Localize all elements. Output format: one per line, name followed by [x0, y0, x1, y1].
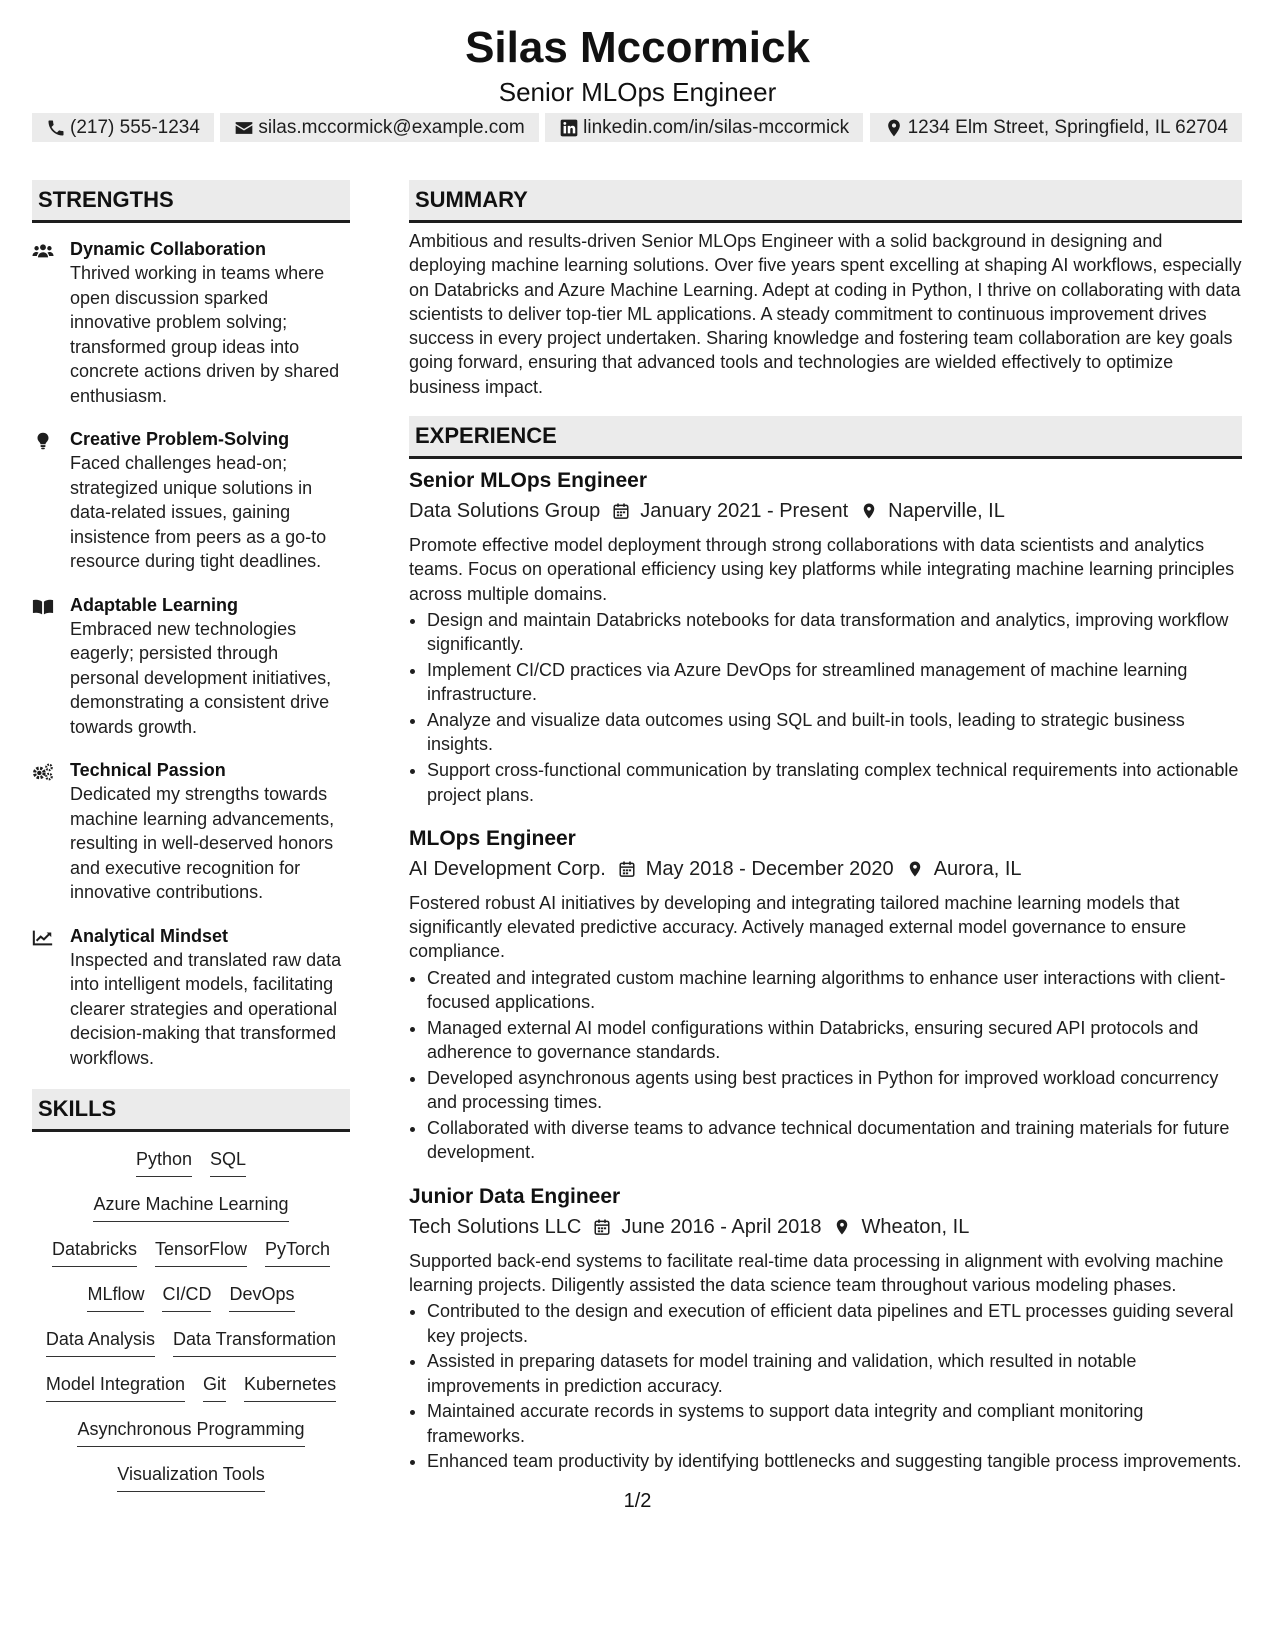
strength-desc: Dedicated my strengths towards machine learning advancements, resulting in well-deserved honors and executive recognition for innovative contributions. — [70, 784, 335, 902]
job-location: Naperville, IL — [888, 500, 1005, 523]
skill-tag: Model Integration — [46, 1373, 185, 1402]
strength-item — [32, 758, 350, 905]
skill-tag: Kubernetes — [244, 1373, 336, 1402]
strength-title: Technical Passion — [70, 760, 226, 780]
job-title: Senior MLOps Engineer — [409, 469, 648, 493]
contact-linkedin[interactable] — [545, 113, 863, 142]
skill-tag: Databricks — [52, 1238, 137, 1267]
job-bullet: • Collaborated with diverse teams to advance technical documentation and training materials for future development. — [427, 1116, 1242, 1165]
skills-list — [32, 1148, 350, 1508]
job-bullet: • Support cross-functional communication by translating complex technical requirements into actionable project plans. — [427, 758, 1242, 807]
job-bullet: • Assisted in preparing datasets for model training and validation, which resulted in notable improvements in prediction accuracy. — [427, 1349, 1242, 1398]
skills-row — [32, 1328, 350, 1373]
skills-row — [32, 1193, 350, 1238]
left-column — [32, 180, 350, 1508]
job-bullet: • Developed asynchronous agents using best practices in Python for improved workload concurrency and processing times. — [427, 1066, 1242, 1115]
job-meta — [409, 497, 1242, 525]
book-icon — [32, 597, 54, 617]
calendar-icon — [618, 860, 636, 878]
skill-tag: SQL — [210, 1148, 246, 1177]
strength-title: Analytical Mindset — [70, 925, 229, 946]
strength-title: Dynamic Collaboration — [70, 239, 267, 259]
skill-tag: Python — [136, 1148, 192, 1177]
job-company: Data Solutions Group — [409, 500, 601, 523]
strengths-heading: STRENGTHS — [32, 180, 350, 223]
candidate-title: Senior MLOps Engineer — [498, 77, 777, 107]
strength-title: Adaptable Learning — [70, 594, 239, 615]
job-company: AI Development Corp. — [409, 857, 606, 880]
job-company: Tech Solutions LLC — [409, 1215, 582, 1238]
gears-icon — [32, 762, 54, 782]
skill-tag: Asynchronous Programming — [77, 1418, 304, 1447]
location-icon — [884, 118, 904, 138]
job-bullet: • Analyze and visualize data outcomes using SQL and built-in tools, leading to strategic business insights. — [427, 708, 1242, 757]
linkedin-icon — [559, 118, 579, 138]
job-entry — [409, 825, 1242, 1165]
phone-icon — [46, 118, 66, 138]
job-meta — [409, 855, 1242, 883]
contact-address — [870, 113, 1242, 142]
skill-tag: PyTorch — [265, 1238, 330, 1267]
strengths-list — [32, 237, 350, 1070]
skills-heading: SKILLS — [32, 1089, 350, 1132]
page-number: 1/2 — [623, 1490, 652, 1512]
job-bullets — [409, 1299, 1242, 1474]
job-bullet: • Enhanced team productivity by identifying bottlenecks and suggesting tangible process improvements. — [427, 1449, 1242, 1473]
job-entry — [409, 1183, 1242, 1474]
summary-heading: SUMMARY — [409, 180, 1242, 223]
strength-desc: Embraced new technologies eagerly; persisted through personal development initiatives, demonstrating a consistent drive towards growth. — [70, 618, 332, 737]
right-column — [409, 180, 1242, 1492]
skills-row — [32, 1238, 350, 1283]
skills-row — [32, 1373, 350, 1418]
contact-linkedin-text[interactable]: linkedin.com/in/silas-mccormick — [583, 116, 850, 138]
skill-tag: TensorFlow — [155, 1238, 247, 1267]
job-bullet: • Contributed to the design and execution of efficient data pipelines and ETL processes guiding several key projects. — [427, 1299, 1242, 1348]
job-location: Aurora, IL — [933, 857, 1022, 880]
job-description: Promote effective model deployment through strong collaborations with data scientists and analytics teams. Focus on operational efficiency using key platforms while integrating machine learning principles across multiple domains. — [409, 535, 1235, 604]
contact-email-text[interactable]: silas.mccormick@example.com — [258, 116, 525, 138]
strength-desc: Inspected and translated raw data into intelligent models, facilitating clearer strategies and operational decision-making that transformed workflows. — [70, 949, 342, 1068]
strength-item — [32, 427, 350, 574]
job-dates: January 2021 - Present — [640, 500, 849, 523]
contact-phone — [32, 113, 214, 142]
calendar-icon — [593, 1218, 611, 1236]
job-description: Supported back-end systems to facilitate real-time data processing in alignment with evolving machine learning projects. Diligently assisted the data science team throughout various modeling phases. — [409, 1250, 1224, 1295]
contact-email[interactable] — [220, 113, 538, 142]
job-dates: June 2016 - April 2018 — [621, 1215, 822, 1238]
skills-row — [32, 1283, 350, 1328]
strength-item — [32, 593, 350, 740]
job-bullets — [409, 608, 1242, 807]
skill-tag: Data Transformation — [173, 1328, 336, 1357]
location-icon — [906, 860, 924, 878]
experience-heading: EXPERIENCE — [409, 416, 1242, 459]
strength-item — [32, 237, 350, 408]
job-entry — [409, 467, 1242, 807]
contact-phone-text: (217) 555-1234 — [70, 116, 200, 138]
location-icon — [860, 502, 878, 520]
location-icon — [833, 1218, 851, 1236]
contact-address-text: 1234 Elm Street, Springfield, IL 62704 — [907, 116, 1228, 138]
calendar-icon — [612, 502, 630, 520]
job-dates: May 2018 - December 2020 — [645, 857, 894, 880]
strength-item — [32, 924, 350, 1071]
job-meta — [409, 1213, 1242, 1241]
users-icon — [32, 241, 54, 261]
job-bullet: • Implement CI/CD practices via Azure DevOps for streamlined management of machine learning infrastructure. — [427, 658, 1242, 707]
chart-line-icon — [32, 928, 54, 948]
job-bullets — [409, 966, 1242, 1165]
strength-title: Creative Problem-Solving — [70, 429, 290, 449]
skill-tag: Azure Machine Learning — [93, 1193, 288, 1222]
job-title: MLOps Engineer — [409, 826, 576, 850]
skill-tag: CI/CD — [162, 1283, 211, 1312]
skill-tag: DevOps — [229, 1283, 294, 1312]
skills-row — [32, 1148, 350, 1193]
skill-tag: Visualization Tools — [117, 1463, 264, 1492]
job-bullet: • Managed external AI model configurations within Databricks, ensuring secured API protocols and adherence to governance standards. — [427, 1016, 1242, 1065]
candidate-name: Silas Mccormick — [465, 23, 810, 72]
job-bullet: • Maintained accurate records in systems to support data integrity and compliant monitoring frameworks. — [427, 1399, 1242, 1448]
lightbulb-icon — [32, 431, 54, 451]
summary-text: Ambitious and results-driven Senior MLOps Engineer with a solid background in designing and deploying machine learning solutions. Over five years spent excelling at shaping AI workflows, especially on Databricks and Azure Machine Learning. Adept at coding in Python, I thrive on collaborating with data scientists to deliver top-tier ML applications. A steady commitment to continuous improvement drives success in every project undertaken. Sharing knowledge and fostering team collaboration are key goals going forward, ensuring that advanced tools and technologies are wielded effectively to optimize business impact. — [409, 231, 1242, 397]
skill-tag: MLflow — [87, 1283, 144, 1312]
skill-tag: Data Analysis — [46, 1328, 155, 1357]
envelope-icon — [234, 118, 254, 138]
job-location: Wheaton, IL — [861, 1215, 970, 1238]
skill-tag: Git — [203, 1373, 226, 1402]
resume-header — [0, 22, 1275, 108]
job-bullet: • Created and integrated custom machine learning algorithms to enhance user interactions with client-focused applications. — [427, 966, 1242, 1015]
job-description: Fostered robust AI initiatives by developing and integrating tailored machine learning models that significantly elevated predictive accuracy. Actively managed external model governance to ensure compliance. — [409, 892, 1187, 962]
skills-row — [32, 1418, 350, 1463]
job-bullet: • Design and maintain Databricks notebooks for data transformation and analytics, improving workflow significantly. — [427, 608, 1242, 657]
job-title: Junior Data Engineer — [409, 1184, 621, 1208]
strength-desc: Faced challenges head-on; strategized unique solutions in data-related issues, gaining insistence from peers as a go-to resource during tight deadlines. — [70, 453, 327, 571]
contact-bar — [32, 113, 1242, 142]
strength-desc: Thrived working in teams where open discussion sparked innovative problem solving; transformed group ideas into concrete actions driven by shared enthusiasm. — [70, 263, 340, 406]
